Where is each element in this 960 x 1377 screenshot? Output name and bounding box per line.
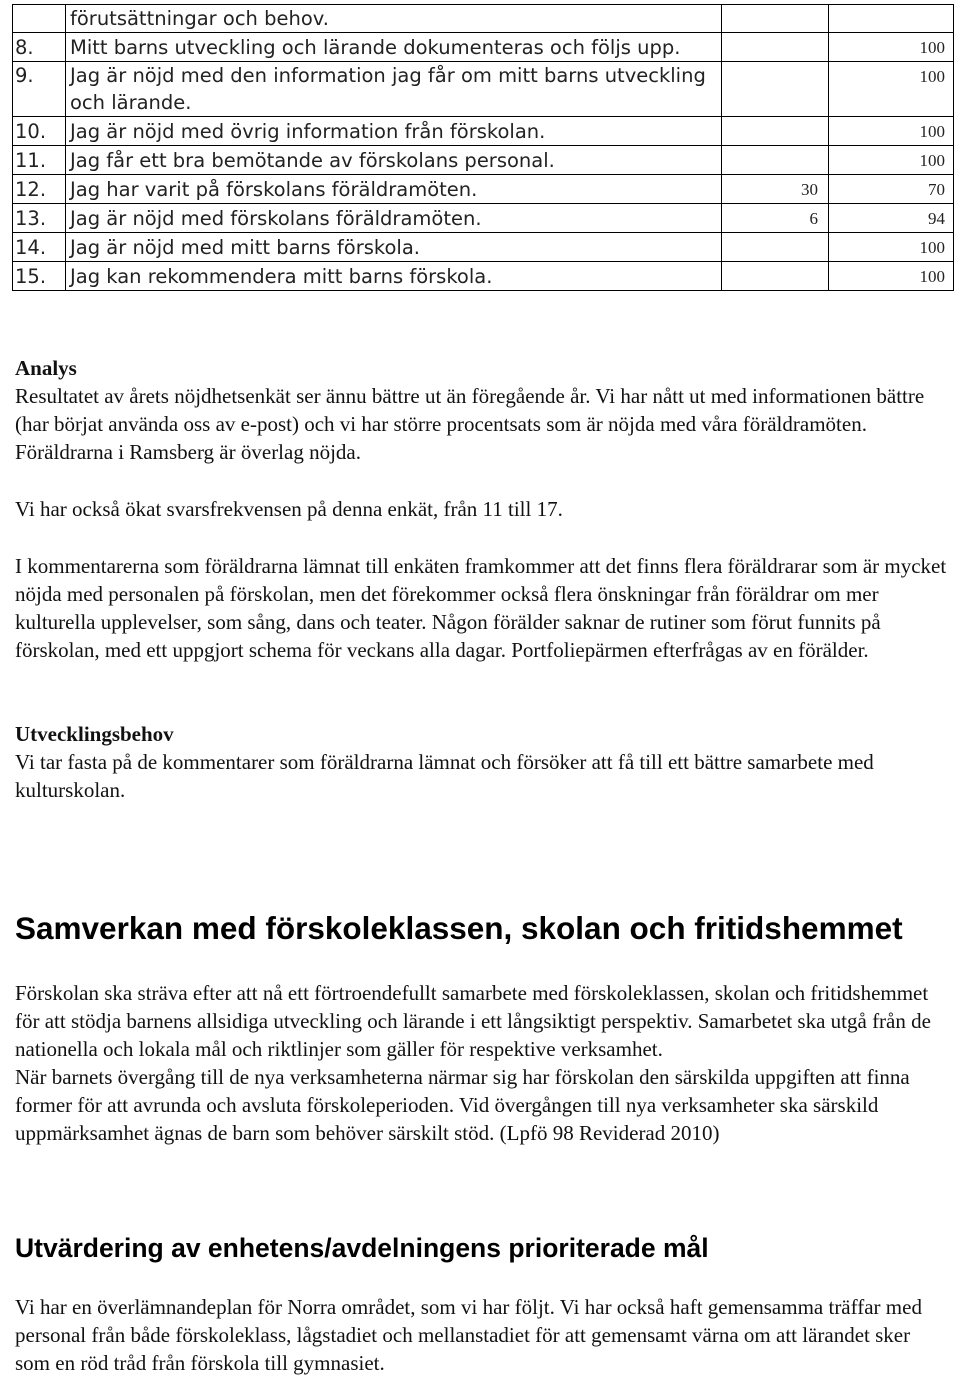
utvardering-heading: Utvärdering av enhetens/avdelningens prioriterade mål (15, 1233, 709, 1263)
survey-percent-col-2: 100 (919, 151, 945, 171)
survey-row (13, 204, 954, 233)
survey-col-1-cell (722, 146, 829, 175)
analys-paragraph-2: Vi har också ökat svarsfrekvensen på denna enkät, från 11 till 17. (15, 497, 563, 521)
survey-col-1-cell (722, 233, 829, 262)
survey-statement-cell (66, 175, 722, 204)
utvardering-paragraph: Vi har en överlämnandeplan för Norra området, som vi har följt. Vi har också haft gemensamma träffar med personal från både förskoleklass, lågstadiet och mellanstadiet för att gemensamt värna om att lärandet sker som en röd tråd från förskola till gymnasiet. (15, 1295, 922, 1375)
survey-percent-col-2: 100 (919, 67, 945, 87)
survey-statement-cell (66, 62, 722, 117)
survey-statement: Jag är nöjd med övrig information från förskolan. (70, 119, 546, 143)
survey-percent-col-2: 94 (928, 209, 945, 229)
survey-statement: Jag är nöjd med förskolans föräldramöten. (70, 206, 482, 230)
survey-col-2-cell (829, 117, 954, 146)
survey-row-number: 15. (13, 262, 66, 291)
survey-col-2-cell (829, 5, 954, 33)
survey-statement: Jag är nöjd med den information jag får om mitt barns utveckling (70, 64, 706, 88)
utvecklingsbehov-paragraph: Vi tar fasta på de kommentarer som föräldrarna lämnat och försöker att få till ett bättre samarbete med kulturskolan. (15, 750, 874, 802)
survey-statement: Mitt barns utveckling och lärande dokumenteras och följs upp. (70, 35, 681, 59)
survey-results-table (12, 4, 954, 291)
survey-col-1-cell (722, 33, 829, 62)
survey-col-1-cell (722, 62, 829, 117)
survey-row (13, 117, 954, 146)
samverkan-paragraph-1: Förskolan ska sträva efter att nå ett förtroendefullt samarbete med förskoleklassen, skolan och fritidshemmet för att stödja barnens allsidiga utveckling och lärande i ett långsiktigt perspektiv. Samarbetet ska utgå från de nationella och lokala mål och riktlinjer som gäller för respektive verksamhet. (15, 981, 931, 1061)
survey-statement: förutsättningar och behov. (70, 7, 329, 31)
survey-col-2-cell (829, 33, 954, 62)
survey-row (13, 33, 954, 62)
survey-row (13, 5, 954, 33)
survey-col-1-cell (722, 175, 829, 204)
survey-statement-cell (66, 5, 722, 33)
survey-row (13, 146, 954, 175)
survey-col-2-cell (829, 233, 954, 262)
survey-row-number (13, 5, 66, 33)
survey-statement-cell (66, 204, 722, 233)
survey-statement-cell (66, 33, 722, 62)
utvecklingsbehov-heading: Utvecklingsbehov (15, 722, 174, 746)
survey-col-1-cell (722, 5, 829, 33)
survey-statement-continued: och lärande. (70, 91, 192, 115)
analys-paragraph-1: Resultatet av årets nöjdhetsenkät ser ännu bättre ut än föregående år. Vi har nått ut med informationen bättre (har börjat använda oss av e-post) och vi har större procentsats som är nöjda med våra föräldramöten. Föräldrarna i Ramsberg är överlag nöjda. (15, 384, 925, 464)
survey-statement: Jag har varit på förskolans föräldramöten. (70, 177, 478, 201)
survey-row (13, 233, 954, 262)
survey-statement-cell (66, 146, 722, 175)
samverkan-paragraph-2: När barnets övergång till de nya verksamheterna närmar sig har förskolan den särskilda uppgiften att finna former för att avrunda och avsluta förskoleperioden. Vid övergången till nya verksamheter ska särskild uppmärksamhet ägnas de barn som behöver särskilt stöd. (Lpfö 98 Reviderad 2010) (15, 1065, 910, 1145)
survey-statement-cell (66, 233, 722, 262)
survey-row-number: 8. (13, 33, 66, 62)
analys-heading: Analys (15, 356, 77, 380)
survey-row-number: 14. (13, 233, 66, 262)
survey-row-number: 9. (13, 62, 66, 117)
survey-percent-col-2: 70 (928, 180, 945, 200)
survey-row-number: 10. (13, 117, 66, 146)
survey-row-number: 12. (13, 175, 66, 204)
survey-col-2-cell (829, 146, 954, 175)
survey-col-2-cell (829, 62, 954, 117)
survey-row-number: 11. (13, 146, 66, 175)
analys-paragraph-2-block (15, 495, 950, 523)
survey-col-1-cell (722, 204, 829, 233)
survey-col-1-cell (722, 262, 829, 291)
samverkan-section (15, 979, 950, 1147)
survey-statement-cell (66, 262, 722, 291)
survey-row (13, 262, 954, 291)
survey-statement: Jag är nöjd med mitt barns förskola. (70, 235, 420, 259)
survey-percent-col-2: 100 (919, 238, 945, 258)
survey-statement: Jag får ett bra bemötande av förskolans personal. (70, 148, 555, 172)
survey-percent-col-2: 100 (919, 38, 945, 58)
utvardering-section (15, 1293, 950, 1377)
survey-row (13, 62, 954, 117)
analys-paragraph-3: I kommentarerna som föräldrarna lämnat till enkäten framkommer att det finns flera föräldrarar som är mycket nöjda med personalen på förskolan, men det förekommer också flera önskningar från föräldrar om mer kulturella upplevelser, som sång, dans och teater. Någon förälder saknar de rutiner som förut funnits på förskolan, med ett uppgjort schema för veckans alla dagar. Portfoliepärmen efterfrågas av en förälder. (15, 554, 947, 662)
survey-percent-col-1: 6 (809, 209, 818, 229)
survey-percent-col-2: 100 (919, 267, 945, 287)
survey-row-number: 13. (13, 204, 66, 233)
survey-statement-cell (66, 117, 722, 146)
survey-col-2-cell (829, 262, 954, 291)
analys-paragraph-3-block (15, 552, 950, 664)
survey-row (13, 175, 954, 204)
samverkan-heading: Samverkan med förskoleklassen, skolan och fritidshemmet (15, 910, 903, 946)
survey-percent-col-1: 30 (801, 180, 818, 200)
utvecklingsbehov-section (15, 720, 950, 804)
survey-statement: Jag kan rekommendera mitt barns förskola. (70, 264, 493, 288)
survey-percent-col-2: 100 (919, 122, 945, 142)
survey-col-2-cell (829, 175, 954, 204)
survey-col-2-cell (829, 204, 954, 233)
survey-col-1-cell (722, 117, 829, 146)
analys-section (15, 354, 950, 466)
